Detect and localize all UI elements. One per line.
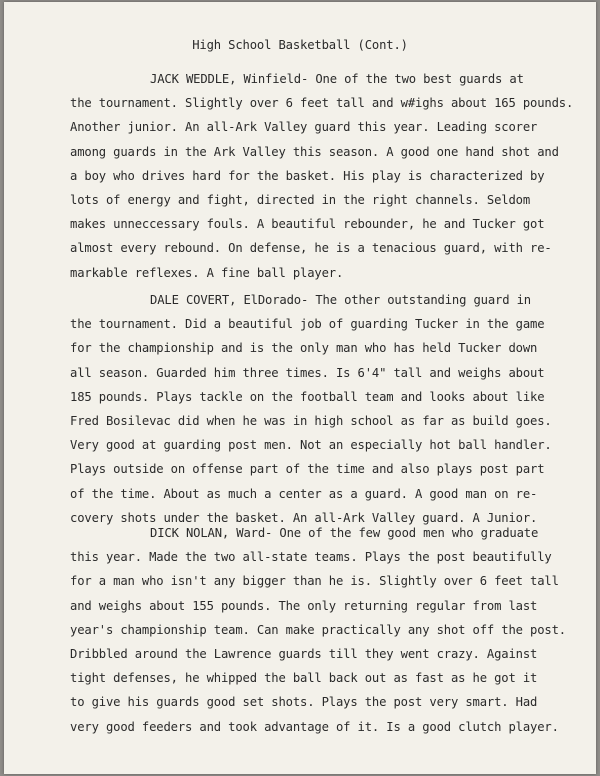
text-line: for a man who isn't any bigger than he is. Slightly over 6 feet tall [70, 574, 559, 589]
text-line: Plays outside on offense part of the time and also plays post part [70, 462, 545, 477]
text-line: Fred Bosilevac did when he was in high school as far as build goes. [70, 413, 552, 428]
text-line: covery shots under the basket. An all-Ark Valley guard. A Junior. [70, 510, 538, 525]
text-line: and weighs about 155 pounds. The only returning regular from last [70, 598, 538, 613]
text-line: the tournament. Slightly over 6 feet tall and w#ighs about 165 pounds. [70, 96, 574, 111]
text-line: DALE COVERT, ElDorado- The other outstanding guard in [150, 293, 531, 307]
text-line: of the time. About as much a center as a guard. A good man on re- [70, 486, 538, 501]
text-line: Dribbled around the Lawrence guards till they went crazy. Against [70, 646, 538, 661]
text-line: to give his guards good set shots. Plays the post very smart. Had [70, 695, 538, 710]
text-line: almost every rebound. On defense, he is a tenacious guard, with re- [70, 241, 552, 256]
paragraph-dick-nolan [70, 521, 566, 739]
text-line: Very good at guarding post men. Not an especially hot ball handler. [70, 438, 552, 453]
text-line: for the championship and is the only man who has held Tucker down [70, 341, 538, 356]
text-line: DICK NOLAN, Ward- One of the few good men who graduate [150, 526, 539, 540]
page-title: High School Basketball (Cont.) [192, 38, 408, 52]
text-line: 185 pounds. Plays tackle on the football team and looks about like [70, 389, 545, 404]
text-line: year's championship team. Can make practically any shot off the post. [70, 622, 566, 637]
text-line: lots of energy and fight, directed in the right channels. Seldom [70, 192, 530, 207]
text-line: a boy who drives hard for the basket. His play is characterized by [70, 168, 545, 183]
paper-sheet [4, 2, 596, 774]
text-line: the tournament. Did a beautiful job of guarding Tucker in the game [70, 317, 545, 332]
text-line: this year. Made the two all-state teams. Plays the post beautifully [70, 550, 552, 565]
text-line: makes unneccessary fouls. A beautiful rebounder, he and Tucker got [70, 217, 545, 232]
text-line: very good feeders and took advantage of it. Is a good clutch player. [70, 719, 559, 734]
text-line: among guards in the Ark Valley this season. A good one hand shot and [70, 144, 559, 159]
paragraph-dale-covert [70, 288, 552, 530]
paragraph-jack-weddle [70, 67, 574, 285]
text-line: markable reflexes. A fine ball player. [70, 265, 344, 280]
text-line: Another junior. An all-Ark Valley guard this year. Leading scorer [70, 120, 538, 135]
text-line: JACK WEDDLE, Winfield- One of the two best guards at [150, 72, 524, 86]
text-line: all season. Guarded him three times. Is 6'4" tall and weighs about [70, 365, 545, 380]
text-line: tight defenses, he whipped the ball back out as fast as he got it [70, 671, 538, 686]
